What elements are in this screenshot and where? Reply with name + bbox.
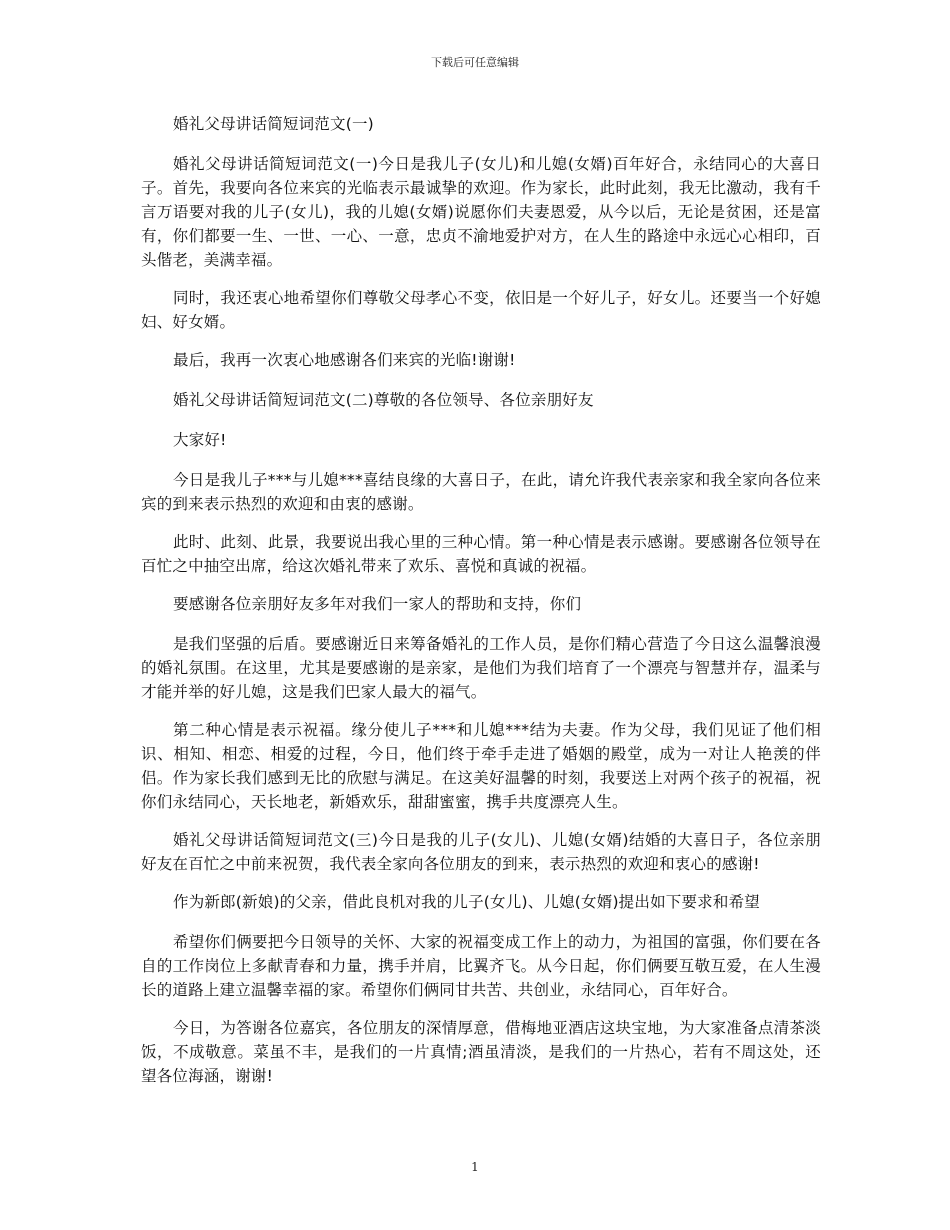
- paragraph-title-2: 婚礼父母讲话简短词范文(二)尊敬的各位领导、各位亲朋好友: [173, 391, 594, 409]
- paragraph: 同时，我还衷心地希望你们尊敬父母孝心不变，依旧是一个好儿子，好女儿。还要当一个好媳妇、好女婿。: [141, 289, 821, 331]
- paragraph: 婚礼父母讲话简短词范文(一)今日是我儿子(女儿)和儿媳(女婿)百年好合，永结同心的大喜日子。首先，我要向各位来宾的光临表示最诚挚的欢迎。作为家长，此时此刻，我无比激动，我有千言万语要对我的儿子(女儿)，我的儿媳(女婿)说愿你们夫妻恩爱，从今以后，无论是贫困，还是富有，你们都要一生、一世、一心、一意，忠贞不渝地爱护对方，在人生的路途中永远心心相印，百头偕老，美满幸福。: [141, 155, 821, 269]
- paragraph-title-3: 婚礼父母讲话简短词范文(三)今日是我的儿子(女儿)、儿媳(女婿)结婚的大喜日子，各位亲朋好友在百忙之中前来祝贺，我代表全家向各位朋友的到来，表示热烈的欢迎和衷心的感谢!: [141, 831, 821, 873]
- paragraph: 第二种心情是表示祝福。缘分使儿子***和儿媳***结为夫妻。作为父母，我们见证了他们相识、相知、相恋、相爱的过程，今日，他们终于牵手走进了婚姻的殿堂，成为一对让人艳羡的伴侣。作为家长我们感到无比的欣慰与满足。在这美好温馨的时刻，我要送上对两个孩子的祝福，祝你们永结同心，天长地老，新婚欢乐，甜甜蜜蜜，携手共度漂亮人生。: [141, 721, 821, 811]
- paragraph: 今日，为答谢各位嘉宾，各位朋友的深情厚意，借梅地亚酒店这块宝地，为大家准备点清茶淡饭，不成敬意。菜虽不丰，是我们的一片真情;酒虽清淡，是我们的一片热心，若有不周这处，还望各位海涵，谢谢!: [141, 1019, 821, 1085]
- document-body: [141, 112, 821, 1102]
- page-header: 下载后可任意编辑: [431, 56, 519, 69]
- paragraph: 大家好!: [173, 431, 227, 449]
- page-number: 1: [471, 1160, 479, 1174]
- paragraph-title-1: 婚礼父母讲话简短词范文(一): [173, 115, 374, 133]
- paragraph: 希望你们俩要把今日领导的关怀、大家的祝福变成工作上的动力，为祖国的富强，你们要在各自的工作岗位上多献青春和力量，携手并肩，比翼齐飞。从今日起，你们俩要互敬互爱，在人生漫长的道路上建立温馨幸福的家。希望你们俩同甘共苦、共创业，永结同心，百年好合。: [141, 933, 821, 999]
- paragraph: 此时、此刻、此景，我要说出我心里的三种心情。第一种心情是表示感谢。要感谢各位领导在百忙之中抽空出席，给这次婚礼带来了欢乐、喜悦和真诚的祝福。: [141, 533, 821, 575]
- paragraph: 最后，我再一次衷心地感谢各们来宾的光临!谢谢!: [173, 351, 516, 369]
- paragraph: 要感谢各位亲朋好友多年对我们一家人的帮助和支持，你们: [173, 595, 582, 613]
- paragraph: 作为新郎(新娘)的父亲，借此良机对我的儿子(女儿)、儿媳(女婿)提出如下要求和希望: [173, 893, 760, 911]
- paragraph: 是我们坚强的后盾。要感谢近日来筹备婚礼的工作人员，是你们精心营造了今日这么温馨浪漫的婚礼氛围。在这里，尤其是要感谢的是亲家，是他们为我们培育了一个漂亮与智慧并存，温柔与才能并举的好儿媳，这是我们巴家人最大的福气。: [141, 635, 821, 701]
- paragraph: 今日是我儿子***与儿媳***喜结良缘的大喜日子，在此，请允许我代表亲家和我全家向各位来宾的到来表示热烈的欢迎和由衷的感谢。: [141, 471, 821, 513]
